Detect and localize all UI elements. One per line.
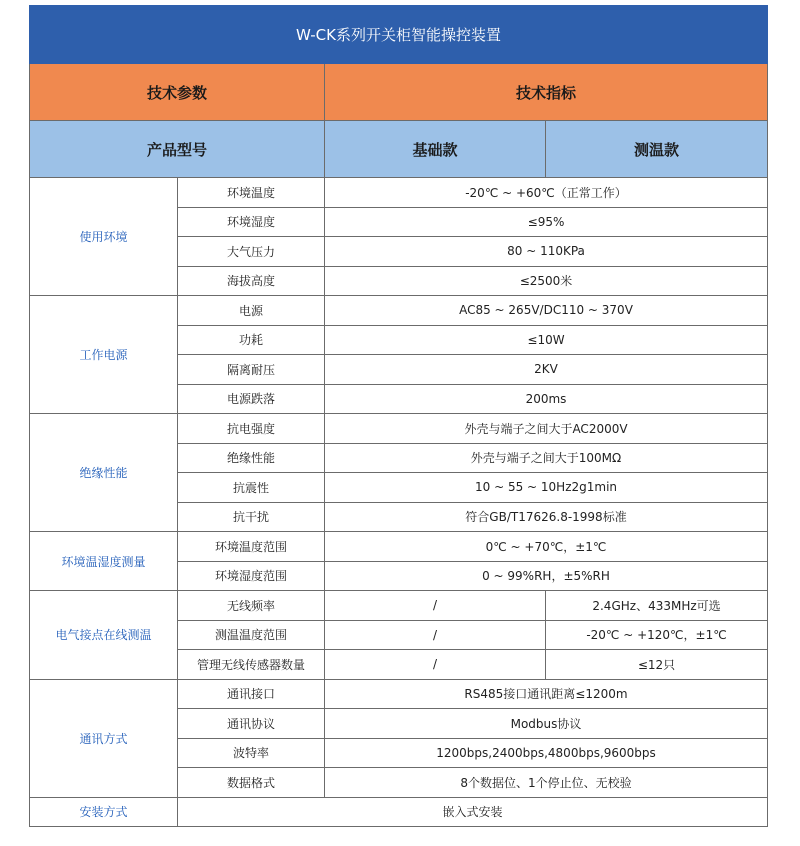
- group-comm: 通讯方式: [30, 679, 178, 797]
- row-label: 波特率: [178, 738, 325, 768]
- header-param: 技术参数: [30, 64, 325, 121]
- title-row: [30, 6, 768, 64]
- row-value: 符合GB/T17626.8-1998标准: [325, 502, 768, 532]
- row-label: 电源跌落: [178, 384, 325, 414]
- row-label: 电源: [178, 296, 325, 326]
- row-value-temp: 2.4GHz、433MHz可选: [546, 591, 768, 621]
- table-title: W-CK系列开关柜智能操控装置: [30, 6, 768, 64]
- table-row: [30, 797, 768, 827]
- row-label: 环境湿度范围: [178, 561, 325, 591]
- subheader-model: 产品型号: [30, 121, 325, 178]
- table-row: [30, 679, 768, 709]
- group-online: 电气接点在线测温: [30, 591, 178, 680]
- row-value: ≤95%: [325, 207, 768, 237]
- row-label: 环境温度: [178, 178, 325, 208]
- header-spec: 技术指标: [325, 64, 768, 121]
- group-install: 安装方式: [30, 797, 178, 827]
- row-label: 海拔高度: [178, 266, 325, 296]
- row-label: 大气压力: [178, 237, 325, 267]
- row-value-basic: /: [325, 620, 546, 650]
- row-label: 数据格式: [178, 768, 325, 798]
- header-row: [30, 64, 768, 121]
- row-value: 0 ~ 99%RH，±5%RH: [325, 561, 768, 591]
- row-value-temp: ≤12只: [546, 650, 768, 680]
- row-label: 通讯接口: [178, 679, 325, 709]
- group-ambient: 环境温湿度测量: [30, 532, 178, 591]
- row-value: 2KV: [325, 355, 768, 385]
- row-label: 管理无线传感器数量: [178, 650, 325, 680]
- subheader-row: [30, 121, 768, 178]
- row-label: 通讯协议: [178, 709, 325, 739]
- table-row: [30, 532, 768, 562]
- row-value: 0℃ ~ +70℃，±1℃: [325, 532, 768, 562]
- row-value: 10 ~ 55 ~ 10Hz2g1min: [325, 473, 768, 503]
- row-label: 抗干扰: [178, 502, 325, 532]
- subheader-basic: 基础款: [325, 121, 546, 178]
- row-value-basic: /: [325, 591, 546, 621]
- subheader-temp: 测温款: [546, 121, 768, 178]
- row-label: 环境温度范围: [178, 532, 325, 562]
- row-value: Modbus协议: [325, 709, 768, 739]
- group-insulation: 绝缘性能: [30, 414, 178, 532]
- row-value: 200ms: [325, 384, 768, 414]
- row-value: 外壳与端子之间大于100MΩ: [325, 443, 768, 473]
- row-value: 1200bps,2400bps,4800bps,9600bps: [325, 738, 768, 768]
- row-label: 测温温度范围: [178, 620, 325, 650]
- group-env: 使用环境: [30, 178, 178, 296]
- row-value: -20℃ ~ +60℃（正常工作）: [325, 178, 768, 208]
- table-row: [30, 591, 768, 621]
- table-row: [30, 296, 768, 326]
- row-value: 嵌入式安装: [178, 797, 768, 827]
- spec-table: [29, 5, 768, 827]
- group-power: 工作电源: [30, 296, 178, 414]
- row-label: 环境湿度: [178, 207, 325, 237]
- row-value: 80 ~ 110KPa: [325, 237, 768, 267]
- table-row: [30, 178, 768, 208]
- row-value: ≤10W: [325, 325, 768, 355]
- row-value: AC85 ~ 265V/DC110 ~ 370V: [325, 296, 768, 326]
- row-value: 8个数据位、1个停止位、无校验: [325, 768, 768, 798]
- row-value: 外壳与端子之间大于AC2000V: [325, 414, 768, 444]
- row-label: 隔离耐压: [178, 355, 325, 385]
- row-value-temp: -20℃ ~ +120℃，±1℃: [546, 620, 768, 650]
- row-label: 抗电强度: [178, 414, 325, 444]
- row-label: 抗震性: [178, 473, 325, 503]
- row-label: 功耗: [178, 325, 325, 355]
- row-value-basic: /: [325, 650, 546, 680]
- row-value: RS485接口通讯距离≤1200m: [325, 679, 768, 709]
- row-label: 无线频率: [178, 591, 325, 621]
- row-value: ≤2500米: [325, 266, 768, 296]
- row-label: 绝缘性能: [178, 443, 325, 473]
- spec-table-container: [29, 5, 767, 827]
- table-row: [30, 414, 768, 444]
